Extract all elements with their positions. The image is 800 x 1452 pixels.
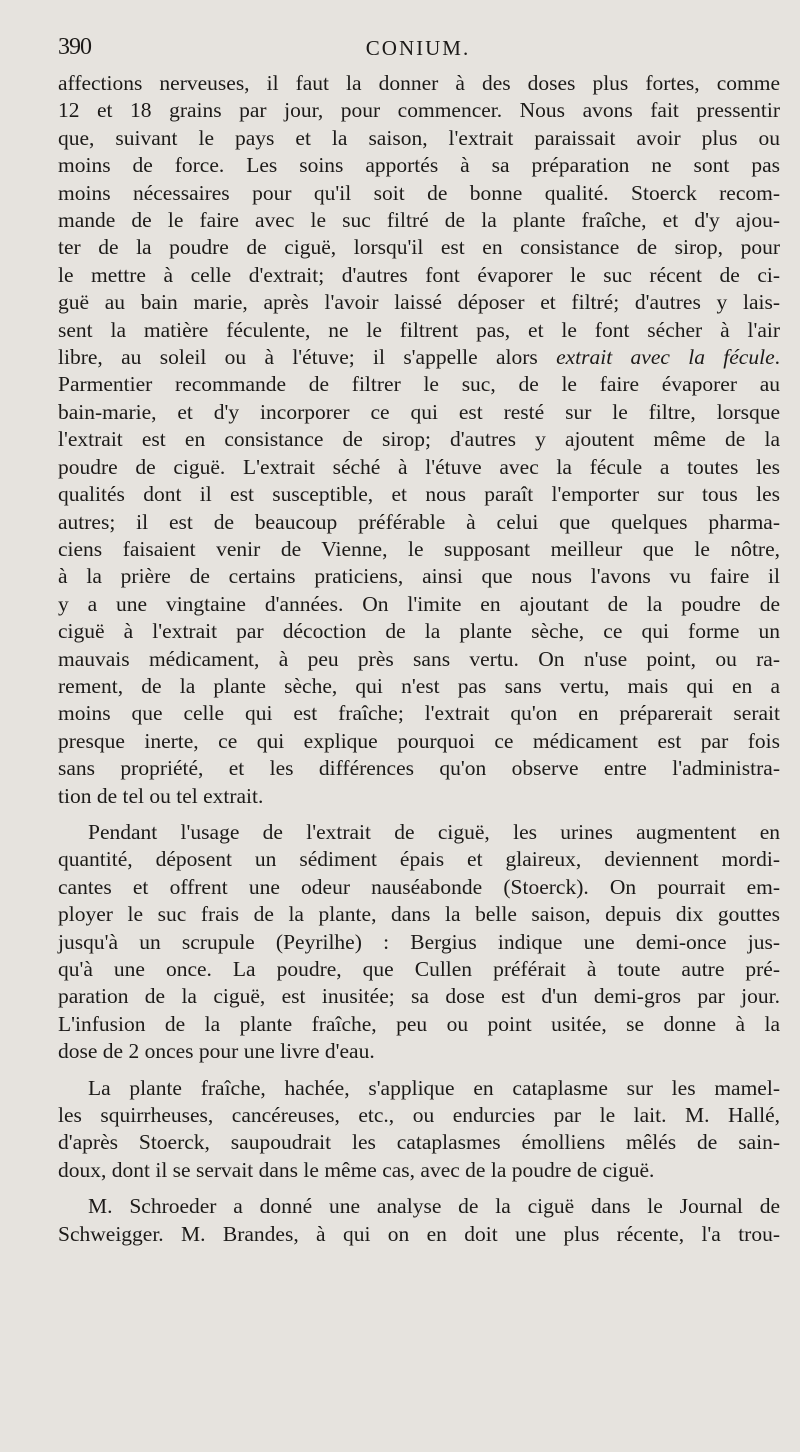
text-line: le mettre à celle d'extrait; d'autres font évaporer le suc récent de ci- [58,262,780,287]
text-line: Pendant l'usage de l'extrait de ciguë, les urines augmentent en [88,819,780,844]
text-line: les squirrheuses, cancéreuses, etc., ou endurcies par le lait. M. Hallé, [58,1103,780,1128]
running-title: CONIUM. [365,36,471,60]
text-line: paration de la ciguë, est inusitée; sa dose est d'un demi-gros par jour. [58,984,780,1009]
text-line: autres; il est de beaucoup préférable à celui que quelques pharma- [58,509,780,534]
text-line: affections nerveuses, il faut la donner à des doses plus fortes, comme [58,71,780,95]
text-line: qu'à une once. La poudre, que Cullen préférait à toute autre pré- [58,957,780,981]
text-line: guë au bain marie, après l'avoir laissé déposer et filtré; d'autres y lais- [58,290,780,315]
text-line: ciguë à l'extrait par décoction de la plante sèche, ce qui forme un [58,619,780,644]
text-line: L'infusion de la plante fraîche, peu ou point usitée, se donne à la [58,1011,780,1036]
text-line: à la prière de certains praticiens, ainsi que nous l'avons vu faire il [58,564,780,589]
text-line: moins de force. Les soins apportés à sa préparation ne sont pas [58,153,780,178]
text-line: ployer le suc frais de la plante, dans la belle saison, depuis dix gouttes [58,902,780,927]
paragraph-4 [58,1193,780,1248]
page-header [58,34,778,68]
text-line: tion de tel ou tel extrait. [58,783,264,808]
text-line: M. Schroeder a donné une analyse de la ciguë dans le Journal de [88,1194,780,1219]
text-line: moins que celle qui est fraîche; l'extrait qu'on en préparerait serait [58,701,780,726]
text-line: Schweigger. M. Brandes, à qui on en doit une plus récente, l'a trou- [58,1221,780,1246]
text-line: Parmentier recommande de filtrer le suc, de le faire évaporer au [58,372,780,397]
text-line: libre, au soleil ou à l'étuve; il s'appelle alors extrait avec la fécule. [58,345,780,370]
text-line: l'extrait est en consistance de sirop; d'autres y ajoutent même de la [58,427,780,452]
paragraph-1 [58,70,780,810]
text-line: ciens faisaient venir de Vienne, le supposant meilleur que le nôtre, [58,536,780,561]
text-line: qualités dont il est susceptible, et nous paraît l'emporter sur tous les [58,482,780,507]
body-text [58,70,780,1257]
text-line: moins nécessaires pour qu'il soit de bonne qualité. Stoerck recom- [58,180,780,205]
text-line: bain-marie, et d'y incorporer ce qui est resté sur le filtre, lorsque [58,399,780,424]
text-line: ter de la poudre de ciguë, lorsqu'il est en consistance de sirop, pour [58,235,780,260]
text-line: mande de le faire avec le suc filtré de la plante fraîche, et d'y ajou- [58,208,780,233]
text-line: quantité, déposent un sédiment épais et glaireux, deviennent mordi- [58,847,780,872]
text-line: doux, dont il se servait dans le même cas, avec de la poudre de ciguë. [58,1157,655,1182]
text-line: jusqu'à un scrupule (Peyrilhe) : Bergius indique une demi-once jus- [58,929,780,954]
text-line: sans propriété, et les différences qu'on observe entre l'administra- [58,756,780,781]
text-line: poudre de ciguë. L'extrait séché à l'étuve avec la fécule a toutes les [58,454,780,479]
text-line: y a une vingtaine d'années. On l'imite en ajoutant de la poudre de [58,591,780,616]
page-number: 390 [58,34,91,60]
text-line: La plante fraîche, hachée, s'applique en cataplasme sur les mamel- [88,1075,780,1100]
paragraph-3 [58,1075,780,1185]
text-line: cantes et offrent une odeur nauséabonde (Stoerck). On pourrait em- [58,874,780,899]
text-line: que, suivant le pays et la saison, l'extrait paraissait avoir plus ou [58,125,780,150]
text-line: rement, de la plante sèche, qui n'est pas sans vertu, mais qui en a [58,673,780,698]
text-line: mauvais médicament, à peu près sans vertu. On n'use point, ou ra- [58,646,780,671]
text-line: presque inerte, ce qui explique pourquoi ce médicament est par fois [58,728,780,753]
text-line: dose de 2 onces pour une livre d'eau. [58,1039,375,1064]
text-line: sent la matière féculente, ne le filtrent pas, et le font sécher à l'air [58,317,780,342]
text-line: d'après Stoerck, saupoudrait les cataplasmes émolliens mêlés de sain- [58,1130,780,1155]
italic-term: extrait avec la fécule [556,345,775,370]
text-line: 12 et 18 grains par jour, pour commencer. Nous avons fait pressentir [58,98,780,123]
paragraph-2 [58,819,780,1066]
